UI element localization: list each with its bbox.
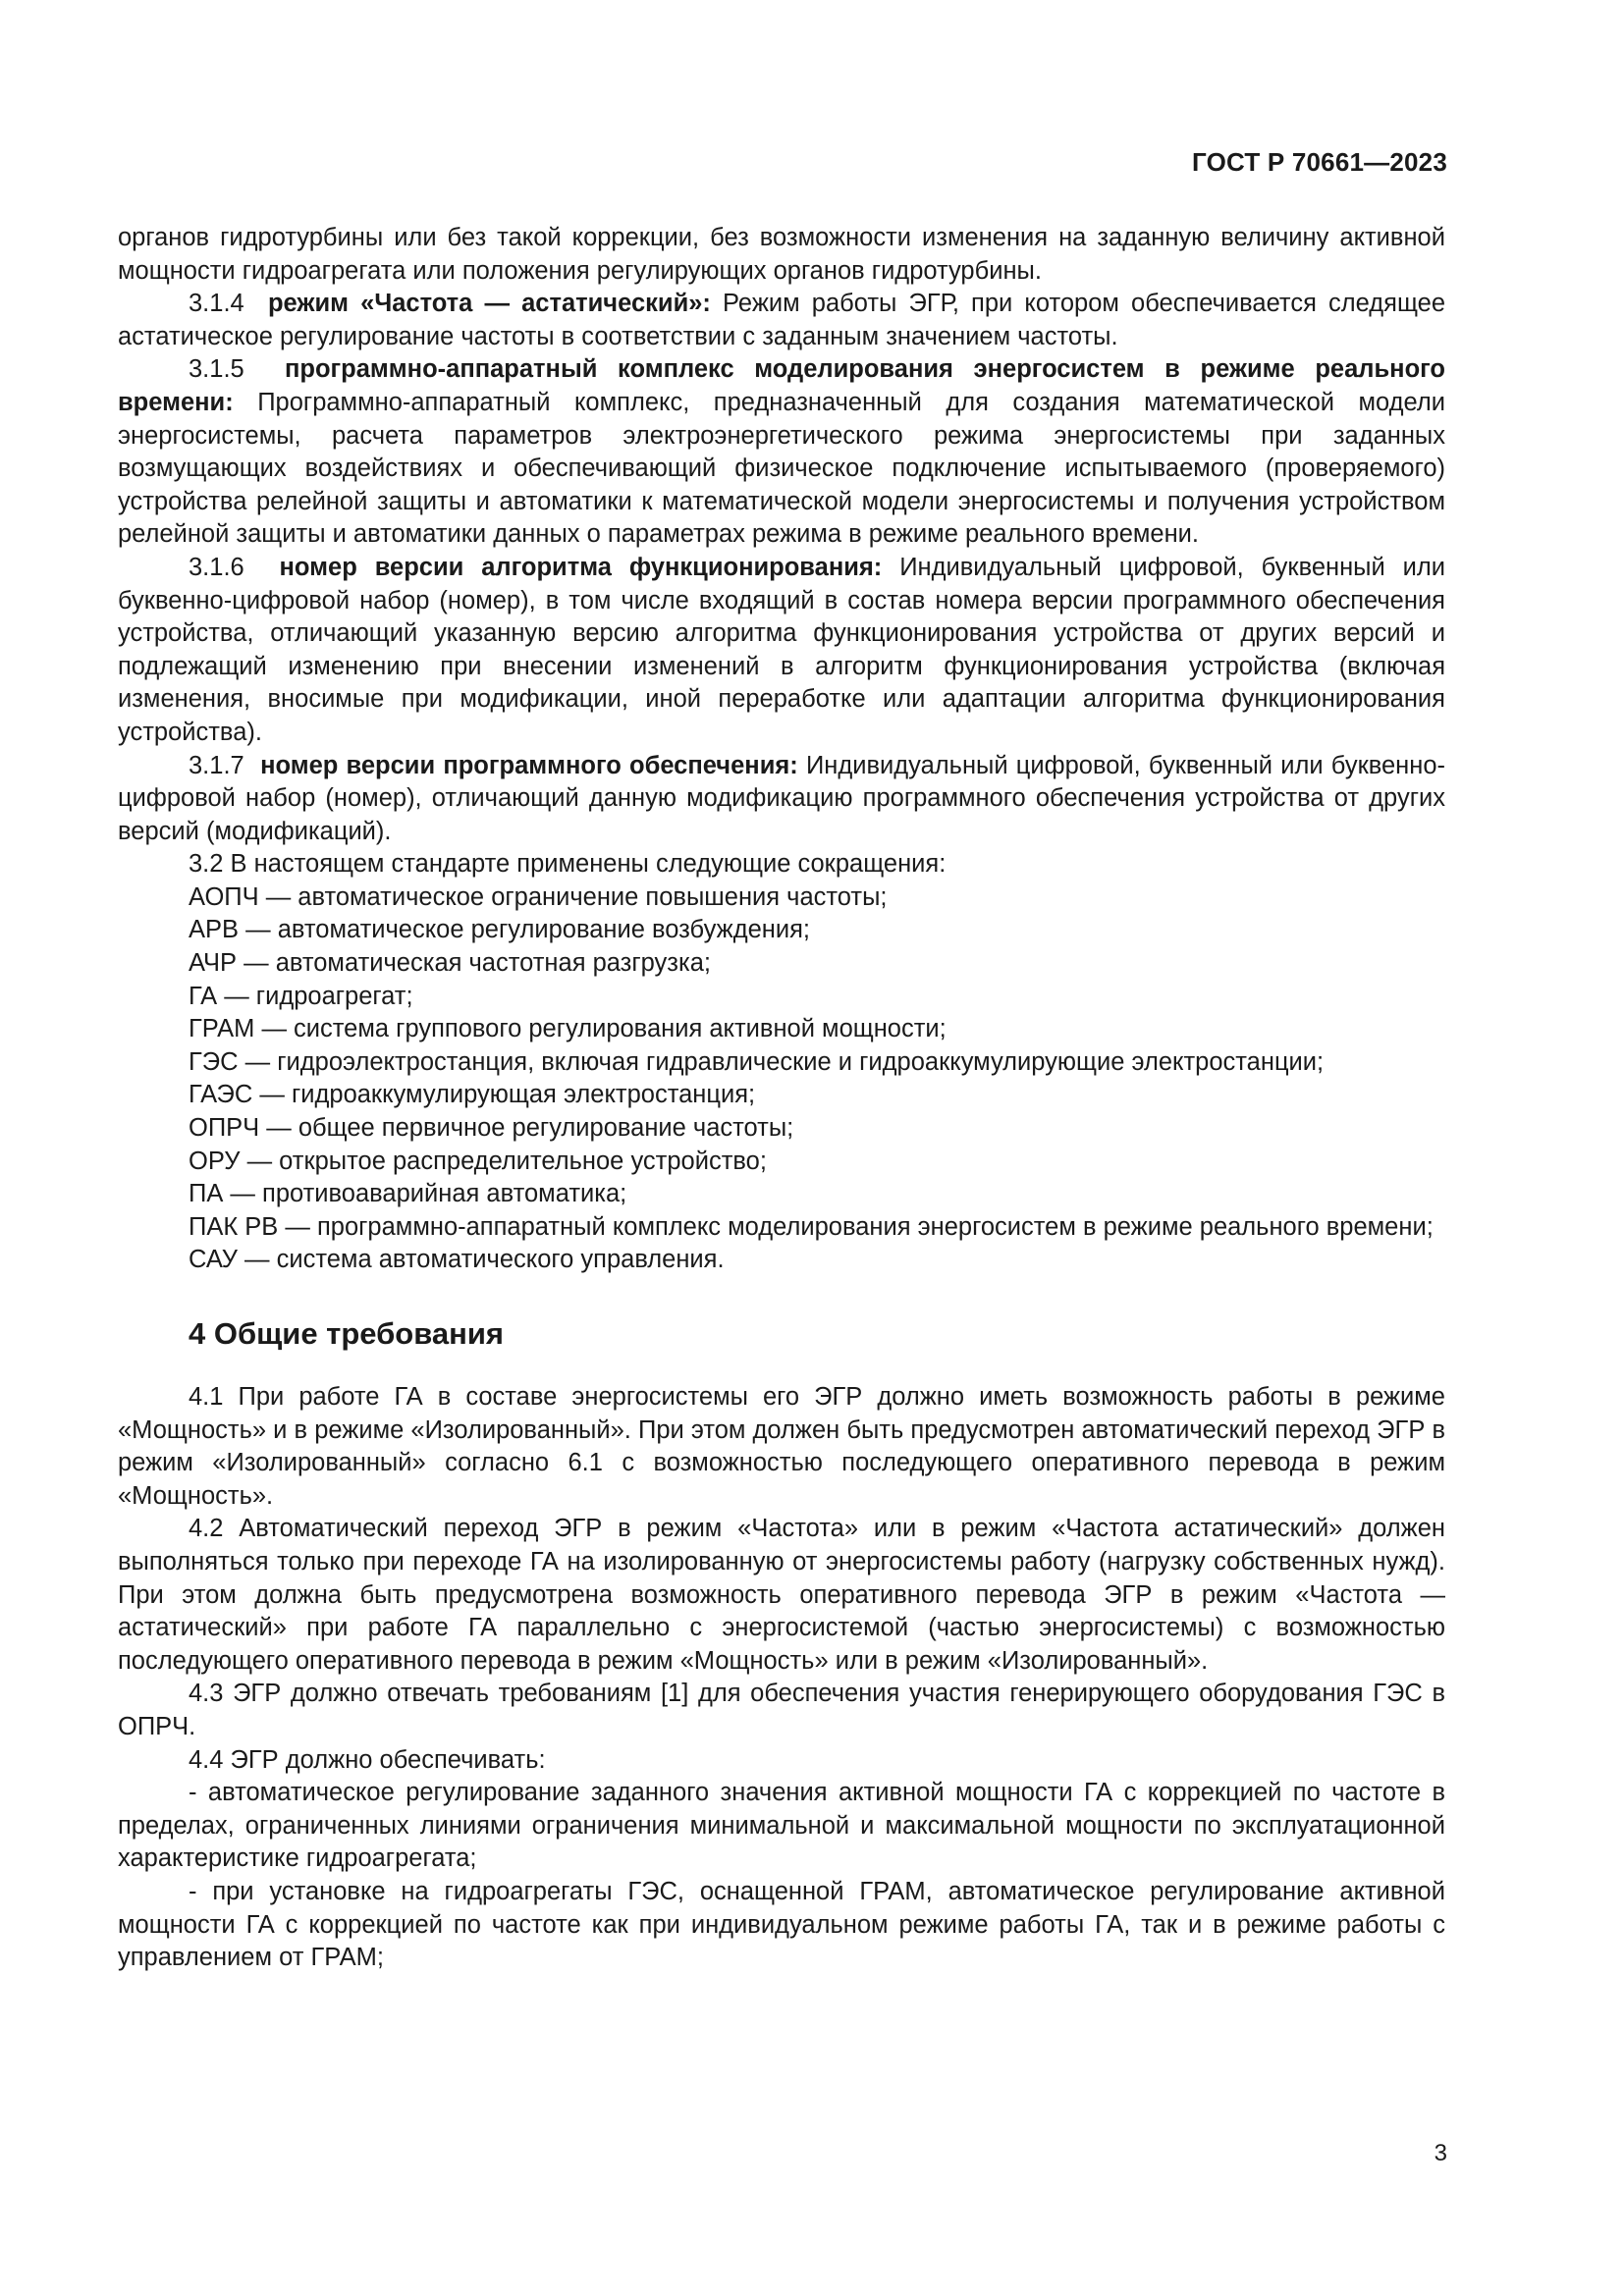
- definition-text: Индивидуальный цифровой, буквенный или буквенно-цифровой набор (номер), в том числе входящий в состав номера версии программного обеспечения устройства, отличающий указанную версию алгоритма функционирования устройства от других версий и подлежащий изменению при внесении изменений в алгоритм функционирования устройства (включая изменения, вносимые при модификации, иной переработке или адаптации алгоритма функционирования устройства).: [118, 553, 1446, 746]
- abbreviation-item: ПА — противоаварийная автоматика;: [189, 1180, 627, 1208]
- definition-3-1-4: [118, 288, 1445, 353]
- section-paragraph: 4.3 ЭГР должно отвечать требованиям [1] для обеспечения участия генерирующего оборудования ГЭС в ОПРЧ.: [118, 1680, 1445, 1740]
- definition-text: Режим работы ЭГР, при котором обеспечивается следящее астатическое регулирование частоты в соответствии с заданным значением частоты.: [118, 290, 1445, 350]
- abbreviation-item: АЧР — автоматическая частотная разгрузка;: [189, 949, 711, 978]
- definition-number: 3.1.4: [189, 290, 244, 318]
- abbreviation-item: АРВ — автоматическое регулирование возбуждения;: [189, 916, 810, 944]
- section-paragraph: 4.4 ЭГР должно обеспечивать:: [189, 1745, 546, 1774]
- abbreviation-item: ОПРЧ — общее первичное регулирование частоты;: [189, 1114, 794, 1143]
- definition-number: 3.1.5: [189, 355, 244, 384]
- abbreviation-item: ГЭС — гидроэлектростанция, включая гидравлические и гидроаккумулирующие электростанции;: [189, 1047, 1325, 1076]
- list-item: - автоматическое регулирование заданного значения активной мощности ГА с коррекцией по частоте в пределах, ограниченных линиями ограничения минимальной и максимальной мощности по эксплуатационной характеристике гидроагрегата;: [118, 1779, 1445, 1873]
- section-title: 4 Общие требования: [189, 1316, 504, 1351]
- abbreviation-item: АОПЧ — автоматическое ограничение повышения частоты;: [189, 882, 888, 911]
- abbreviations-intro: 3.2 В настоящем стандарте применены следующие сокращения:: [189, 850, 947, 879]
- definition-term: номер версии программного обеспечения:: [260, 751, 798, 779]
- definition-3-1-7: [118, 750, 1445, 849]
- definition-3-1-5: [118, 353, 1445, 552]
- abbreviation-item: ГРАМ — система группового регулирования активной мощности;: [189, 1015, 947, 1043]
- definition-text: Индивидуальный цифровой, буквенный или буквенно-цифровой набор (номер), отличающий данную модификацию программного обеспечения устройства от других версий (модификаций).: [118, 751, 1446, 845]
- definition-term: программно-аппаратный комплекс моделирования энергосистем в режиме реального времени:: [118, 355, 1446, 416]
- section-paragraph: 4.1 При работе ГА в составе энергосистемы его ЭГР должно иметь возможность работы в режиме «Мощность» и в режиме «Изолированный». При этом должен быть предусмотрен автоматический переход ЭГР в режим «Изолированный» согласно 6.1 с возможностью последующего оперативного перевода в режим «Мощность».: [118, 1383, 1445, 1510]
- definition-3-1-6: [118, 552, 1445, 750]
- document-header: ГОСТ Р 70661—2023: [1192, 147, 1447, 177]
- definition-term: номер версии алгоритма функционирования:: [279, 553, 883, 581]
- abbreviation-item: ОРУ — открытое распределительное устройство;: [189, 1147, 767, 1175]
- abbreviation-item: САУ — система автоматического управления.: [189, 1246, 725, 1274]
- abbreviation-item: ПАК РВ — программно-аппаратный комплекс моделирования энергосистем в режиме реального времени;: [189, 1212, 1434, 1241]
- definition-text: Программно-аппаратный комплекс, предназначенный для создания математической модели энергосистемы, расчета параметров электроэнергетического режима энергосистемы при заданных возмущающих воздействиях и обеспечивающий физическое подключение испытываемого (проверяемого) устройства релейной защиты и автоматики к математической модели энергосистемы и получения устройством релейной защиты и автоматики данных о параметрах режима в режиме реального времени.: [118, 388, 1445, 549]
- list-item: - при установке на гидроагрегаты ГЭС, оснащенной ГРАМ, автоматическое регулирование активной мощности ГА с коррекцией по частоте как при индивидуальном режиме работы ГА, так и в режиме работы с управлением от ГРАМ;: [118, 1877, 1445, 1972]
- document-body: [118, 222, 1445, 1975]
- definition-number: 3.1.7: [189, 751, 244, 779]
- page-number: 3: [1434, 2140, 1447, 2166]
- abbreviation-item: ГАЭС — гидроаккумулирующая электростанция;: [189, 1081, 756, 1109]
- definition-term: режим «Частота — астатический»:: [267, 290, 711, 318]
- definition-number: 3.1.6: [189, 553, 244, 581]
- abbreviation-item: ГА — гидроагрегат;: [189, 982, 413, 1010]
- section-paragraph: 4.2 Автоматический переход ЭГР в режим «Частота» или в режим «Частота астатический» должен выполняться только при переходе ГА на изолированную от энергосистемы работу (нагрузку собственных нужд). При этом должна быть предусмотрена возможность оперативного перевода ЭГР в режим «Частота — астатический» при работе ГА параллельно с энергосистемой (частью энергосистемы) с возможностью последующего оперативного перевода в режим «Мощность» или в режим «Изолированный».: [118, 1515, 1445, 1675]
- continuation-paragraph: органов гидротурбины или без такой коррекции, без возможности изменения на заданную величину активной мощности гидроагрегата или положения регулирующих органов гидротурбины.: [118, 224, 1445, 285]
